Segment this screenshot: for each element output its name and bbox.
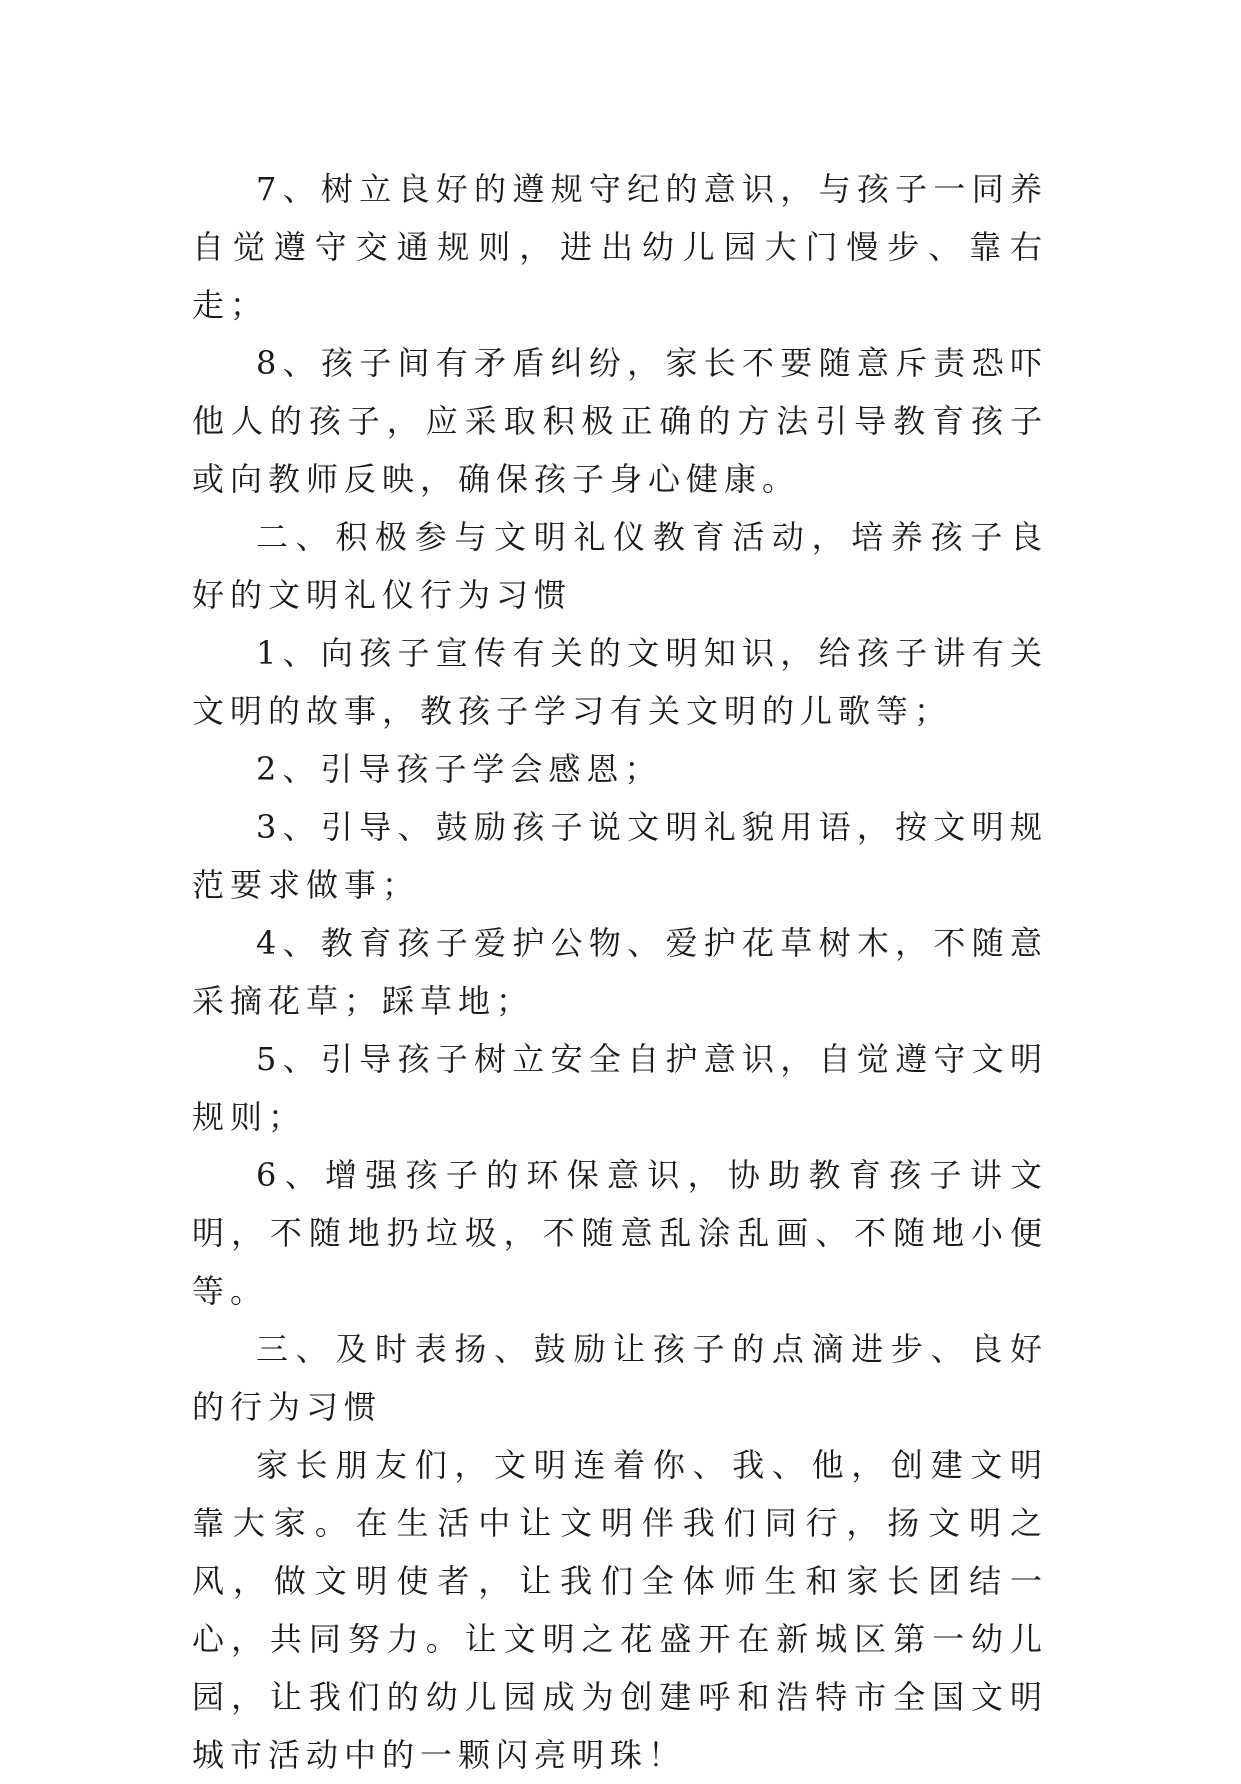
paragraph-item-7: 7、树立良好的遵规守纪的意识，与孩子一同养自觉遵守交通规则，进出幼儿园大门慢步、靠右走； (192, 170, 1048, 324)
section-heading-3: 三、及时表扬、鼓励让孩子的点滴进步、良好的行为习惯 (192, 1330, 1048, 1426)
paragraph-item-1: 1、向孩子宣传有关的文明知识，给孩子讲有关文明的故事，教孩子学习有关文明的儿歌等； (192, 634, 1048, 730)
paragraph-item-5: 5、引导孩子树立安全自护意识，自觉遵守文明规则； (192, 1040, 1048, 1136)
paragraph-item-4: 4、教育孩子爱护公物、爱护花草树木，不随意采摘花草；踩草地； (192, 924, 1048, 1020)
document-body (192, 160, 1048, 1784)
closing-paragraph: 家长朋友们，文明连着你、我、他，创建文明靠大家。在生活中让文明伴我们同行，扬文明之风，做文明使者，让我们全体师生和家长团结一心，共同努力。让文明之花盛开在新城区第一幼儿园，让我们的幼儿园成为创建呼和浩特市全国文明城市活动中的一颗闪亮明珠！ (192, 1446, 1048, 1774)
paragraph-item-2: 2、引导孩子学会感恩； (256, 750, 663, 788)
paragraph-item-6: 6、增强孩子的环保意识，协助教育孩子讲文明，不随地扔垃圾，不随意乱涂乱画、不随地小便等。 (192, 1156, 1048, 1310)
paragraph-item-8: 8、孩子间有矛盾纠纷，家长不要随意斥责恐吓他人的孩子，应采取积极正确的方法引导教育孩子或向教师反映，确保孩子身心健康。 (192, 344, 1048, 498)
paragraph-item-3: 3、引导、鼓励孩子说文明礼貌用语，按文明规范要求做事； (192, 808, 1048, 904)
section-heading-2: 二、积极参与文明礼仪教育活动，培养孩子良好的文明礼仪行为习惯 (192, 518, 1048, 614)
